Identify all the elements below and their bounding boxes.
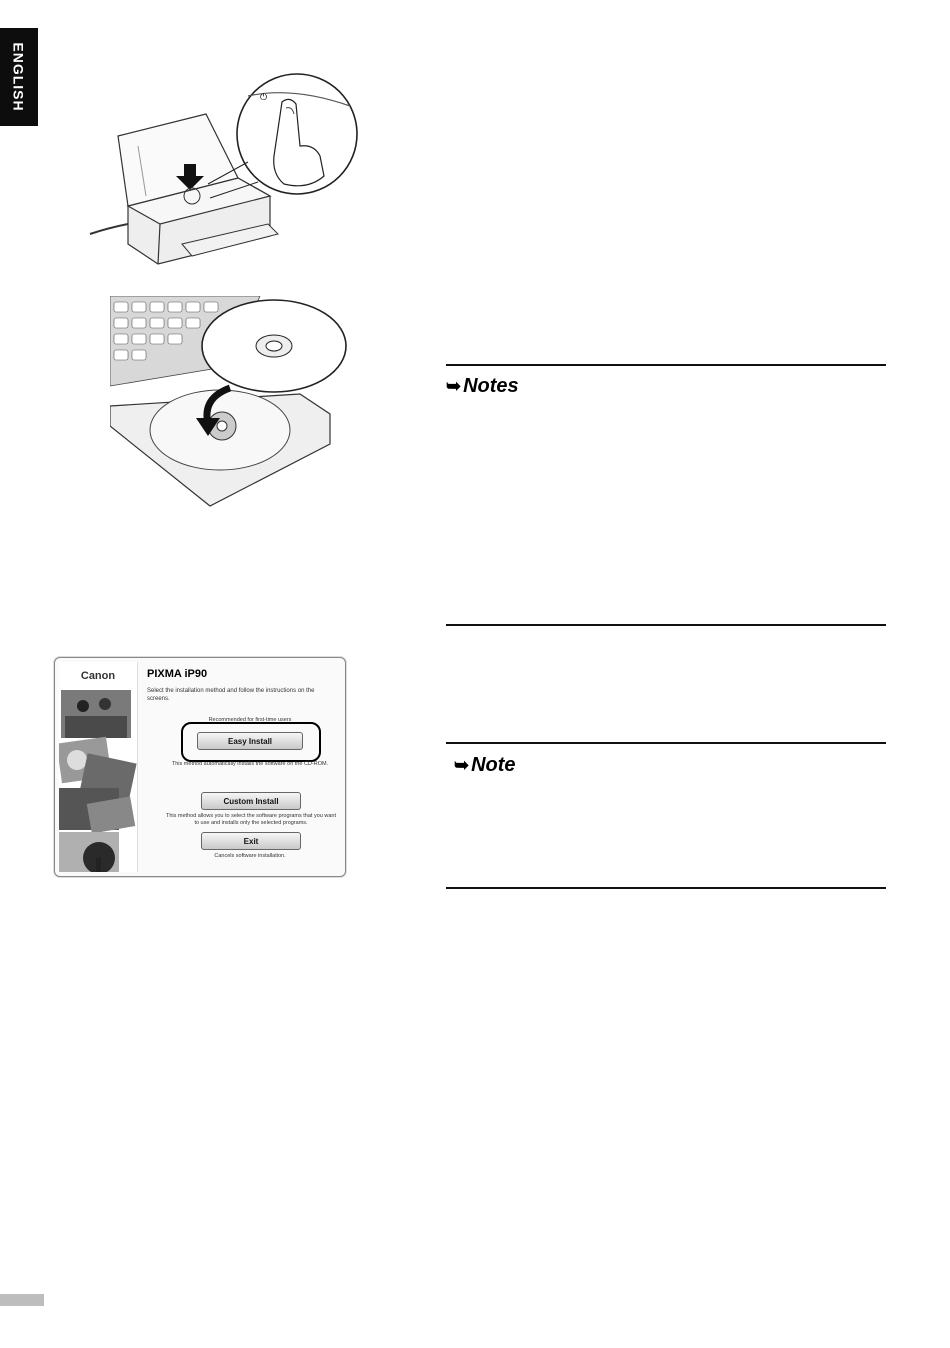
installer-window xyxy=(54,657,346,877)
language-tab-label: ENGLISH xyxy=(11,42,28,112)
note-heading-label: Note xyxy=(471,754,516,776)
brand-logo: Canon xyxy=(80,670,116,682)
svg-text:⏻: ⏻ xyxy=(260,93,268,103)
easy-install-button[interactable]: Easy Install xyxy=(197,732,303,750)
installer-intro-text: Select the installation method and follow the instructions on the screens. xyxy=(147,688,315,702)
divider-top xyxy=(446,364,886,366)
photo-collage xyxy=(59,688,137,872)
exit-description: Cancels software installation. xyxy=(214,853,286,859)
printer-power-illustration xyxy=(88,66,364,272)
custom-install-description: This method allows you to select the software programs that you want to use and installs only the selected programs. xyxy=(166,813,336,826)
recommended-label: Recommended for first-time users xyxy=(208,717,292,723)
exit-button[interactable]: Exit xyxy=(201,832,301,850)
divider-middle xyxy=(446,624,886,626)
language-tab xyxy=(0,28,38,126)
arrow-icon: ➥ xyxy=(446,376,462,396)
arrow-icon: ➥ xyxy=(454,755,470,775)
notes-heading-label: Notes xyxy=(463,375,519,397)
page-corner-mark xyxy=(0,1294,44,1306)
installer-product-title: PIXMA iP90 xyxy=(147,668,208,680)
divider-bottom xyxy=(446,887,886,889)
installer-side-panel xyxy=(59,662,138,872)
custom-install-button[interactable]: Custom Install xyxy=(201,792,301,810)
cdrom-insert-illustration xyxy=(110,296,350,508)
divider-note-top xyxy=(446,742,886,744)
easy-install-description: This method automatically installs the software on the CD-ROM. xyxy=(171,761,329,767)
notes-heading xyxy=(446,375,519,398)
note-heading xyxy=(454,754,516,777)
